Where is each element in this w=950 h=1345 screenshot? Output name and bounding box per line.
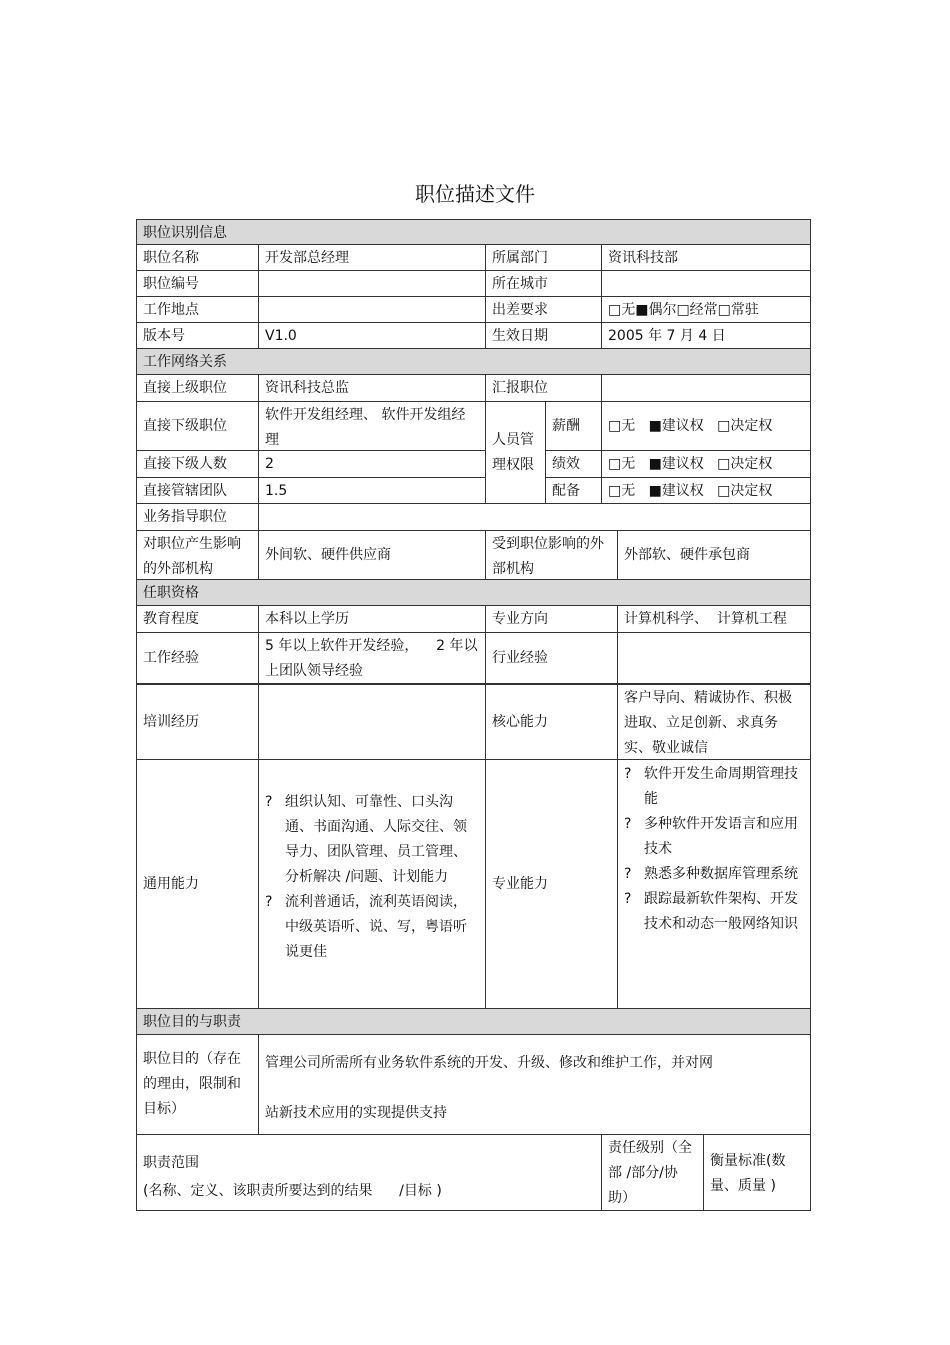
- staffing-label: 配备: [545, 477, 602, 504]
- guidance-label: 业务指导职位: [136, 503, 259, 531]
- education-value: 本科以上学历: [258, 605, 486, 633]
- professional-ability-label: [485, 759, 618, 1009]
- version-value: V1.0: [258, 322, 486, 349]
- general-ability-value: [258, 759, 486, 1009]
- guidance-value: [258, 503, 811, 531]
- question-mark-icon: ?: [624, 866, 632, 882]
- question-mark-icon: ?: [624, 891, 632, 907]
- section-qualification: 任职资格: [136, 579, 811, 606]
- industry-label-text: 行业经验: [492, 650, 548, 666]
- major-value: 计算机科学、 计算机工程: [617, 605, 811, 633]
- core-competency-value: 客户导向、精诚协作、积极进取、立足创新、求真务实、敬业诚信: [617, 683, 811, 760]
- position-code-value: [258, 270, 486, 297]
- general-ability-label-text: 通用能力: [143, 876, 199, 892]
- list-item: [265, 890, 479, 965]
- pro-item-text: 跟踪最新软件架构、开发技术和动态一般网络知识: [644, 891, 798, 932]
- salary-value-text: □无 ■建议权 □决定权: [608, 418, 773, 434]
- city-value: [601, 270, 811, 297]
- superior-label: 直接上级职位: [136, 374, 259, 402]
- team-value: 1.5: [258, 477, 486, 504]
- subordinate-count-value: 2: [258, 450, 486, 478]
- general-ability-list: [265, 790, 479, 979]
- measure-standard-header: 衡量标准(数量、质量 ): [703, 1134, 811, 1211]
- superior-value: 资讯科技总监: [258, 374, 486, 402]
- education-label: 教育程度: [136, 605, 259, 633]
- section-identification: 职位识别信息: [136, 219, 811, 245]
- core-competency-label-text: 核心能力: [492, 714, 548, 730]
- doc-title: 职位描述文件: [415, 182, 535, 206]
- external-affected-value-text: 外部软、硬件承包商: [624, 547, 750, 563]
- section-purpose-duties: 职位目的与职责: [136, 1008, 811, 1035]
- subordinate-label-text: 直接下级职位: [143, 418, 227, 434]
- position-name-value: 开发部总经理: [258, 244, 486, 271]
- performance-label: 绩效: [545, 450, 602, 478]
- responsibility-level-header: 责任级别（全部 /部分/协助）: [601, 1134, 704, 1211]
- purpose-text: [258, 1034, 811, 1135]
- subordinate-label: [136, 401, 259, 451]
- position-code-label: 职位编号: [136, 270, 259, 297]
- effective-date-value: 2005 年 7 月 4 日: [601, 322, 811, 349]
- general-ability-label: [136, 759, 259, 1009]
- training-label-text: 培训经历: [143, 714, 199, 730]
- duty-scope-header: [136, 1134, 602, 1211]
- subordinate-count-label: 直接下级人数: [136, 450, 259, 478]
- training-label: [136, 683, 259, 760]
- travel-label: 出差要求: [485, 296, 602, 323]
- core-competency-label: [485, 683, 618, 760]
- professional-ability-label-text: 专业能力: [492, 876, 548, 892]
- hr-authority-label: [485, 401, 546, 504]
- team-label: 直接管辖团队: [136, 477, 259, 504]
- travel-value: □无■偶尔□经常□常驻: [601, 296, 811, 323]
- hr-authority-label-text: 人员管理权限: [492, 431, 534, 473]
- external-affect-value: [258, 530, 486, 580]
- work-location-value: [258, 296, 486, 323]
- external-affected-label: 受到职位影响的外部机构: [485, 530, 618, 580]
- list-item: [265, 790, 479, 890]
- purpose-text-line1: 管理公司所需所有业务软件系统的开发、升级、修改和维护工作，并对网: [265, 1055, 713, 1071]
- pro-item-text: 软件开发生命周期管理技能: [644, 766, 798, 807]
- industry-value: [617, 632, 811, 684]
- staffing-value: □无 ■建议权 □决定权: [601, 477, 811, 504]
- external-affect-label: 对职位产生影响的外部机构: [136, 530, 259, 580]
- list-item: [624, 762, 804, 812]
- subordinate-value: 软件开发组经理、 软件开发组经理: [258, 401, 486, 451]
- duty-scope-note: (名称、定义、该职责所要达到的结果 /目标 ): [143, 1183, 442, 1199]
- department-label: 所属部门: [485, 244, 602, 271]
- major-label: 专业方向: [485, 605, 618, 633]
- city-label: 所在城市: [485, 270, 602, 297]
- report-value: [601, 374, 811, 402]
- external-affected-value: [617, 530, 811, 580]
- purpose-label: 职位目的（存在的理由，限制和目标）: [136, 1034, 259, 1135]
- salary-label-text: 薪酬: [552, 418, 580, 434]
- position-name-label: 职位名称: [136, 244, 259, 271]
- experience-label: [136, 632, 259, 684]
- version-label: 版本号: [136, 322, 259, 349]
- work-location-label: 工作地点: [136, 296, 259, 323]
- list-item: [624, 812, 804, 862]
- effective-date-label: 生效日期: [485, 322, 602, 349]
- department-value: 资讯科技部: [601, 244, 811, 271]
- purpose-text-line2: 站新技术应用的实现提供支持: [265, 1105, 447, 1121]
- question-mark-icon: ?: [624, 766, 632, 782]
- question-mark-icon: ?: [265, 893, 273, 910]
- experience-label-text: 工作经验: [143, 650, 199, 666]
- industry-label: [485, 632, 618, 684]
- professional-ability-list: [624, 762, 804, 937]
- section-network: 工作网络关系: [136, 348, 811, 375]
- duty-scope-label: 职责范围: [143, 1155, 199, 1171]
- question-mark-icon: ?: [265, 793, 273, 810]
- list-item: [624, 862, 804, 887]
- training-value: [258, 683, 486, 760]
- performance-value: □无 ■建议权 □决定权: [601, 450, 811, 478]
- professional-ability-value: [617, 759, 811, 1009]
- salary-label: [545, 401, 602, 451]
- question-mark-icon: ?: [624, 816, 632, 832]
- salary-value: [601, 401, 811, 451]
- pro-item-text: 多种软件开发语言和应用技术: [644, 816, 798, 857]
- experience-value: 5 年以上软件开发经验， 2 年以上团队领导经验: [258, 632, 486, 684]
- general-item-text: 流利普通话，流利英语阅读，中级英语听、说、写，粤语听说更佳: [285, 893, 467, 960]
- general-item-text: 组织认知、可靠性、口头沟通、书面沟通、人际交往、领导力、团队管理、员工管理、 分析解决 /问题、计划能力: [285, 793, 467, 885]
- external-affect-value-text: 外间软、硬件供应商: [265, 547, 391, 563]
- report-label: 汇报职位: [485, 374, 602, 402]
- list-item: [624, 887, 804, 937]
- pro-item-text: 熟悉多种数据库管理系统: [644, 866, 798, 882]
